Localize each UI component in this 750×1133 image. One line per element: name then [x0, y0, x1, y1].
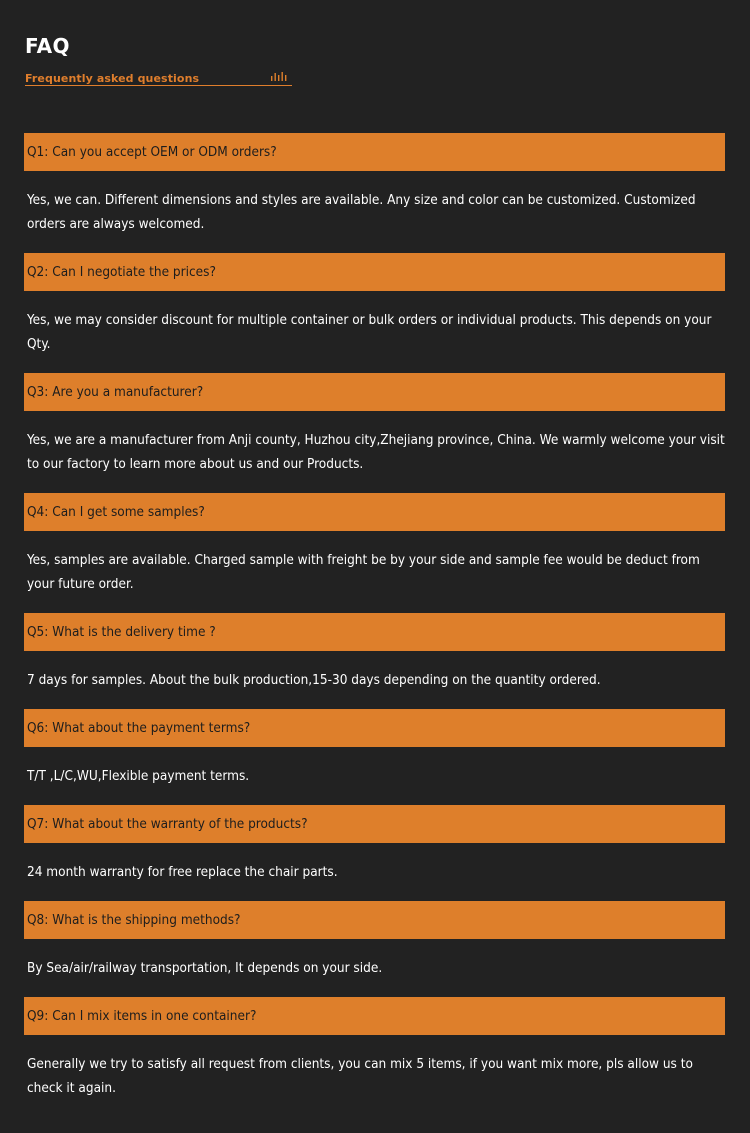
faq-answer: By Sea/air/railway transportation, It depends on your side.: [27, 960, 383, 976]
faq-question: Q2: Can I negotiate the prices?: [24, 253, 725, 291]
faq-answer: Yes, we are a manufacturer from Anji county, Huzhou city,Zhejiang province, China. We warmly welcome your visit to our factory to learn more about us and our Products.: [27, 432, 725, 472]
faq-item: [24, 997, 725, 1117]
faq-answer: 24 month warranty for free replace the chair parts.: [27, 864, 338, 880]
faq-item: [24, 709, 725, 805]
faq-item: [24, 133, 725, 253]
faq-item: [24, 373, 725, 493]
faq-question: Q8: What is the shipping methods?: [24, 901, 725, 939]
equalizer-bars-icon: [271, 72, 288, 81]
faq-item: [24, 253, 725, 373]
faq-answer: Yes, we may consider discount for multiple container or bulk orders or individual products. This depends on your Qty.: [27, 312, 712, 352]
faq-question: Q7: What about the warranty of the products?: [24, 805, 725, 843]
faq-answer: 7 days for samples. About the bulk production,15-30 days depending on the quantity ordered.: [27, 672, 601, 688]
faq-question: Q5: What is the delivery time ?: [24, 613, 725, 651]
subtitle-row: [25, 67, 292, 86]
faq-answer: Yes, samples are available. Charged sample with freight be by your side and sample fee would be deduct from your future order.: [27, 552, 700, 592]
page-title: FAQ: [25, 34, 70, 58]
faq-question: Q6: What about the payment terms?: [24, 709, 725, 747]
faq-header: [25, 33, 292, 86]
faq-question: Q3: Are you a manufacturer?: [24, 373, 725, 411]
page-subtitle: Frequently asked questions: [25, 72, 200, 85]
faq-answer: Yes, we can. Different dimensions and styles are available. Any size and color can be customized. Customized orders are always welcomed.: [27, 192, 696, 232]
faq-question: Q1: Can you accept OEM or ODM orders?: [24, 133, 725, 171]
faq-question: Q4: Can I get some samples?: [24, 493, 725, 531]
faq-list: [24, 133, 725, 1117]
faq-item: [24, 493, 725, 613]
faq-answer: Generally we try to satisfy all request from clients, you can mix 5 items, if you want mix more, pls allow us to check it again.: [27, 1056, 693, 1096]
faq-item: [24, 805, 725, 901]
faq-question: Q9: Can I mix items in one container?: [24, 997, 725, 1035]
faq-item: [24, 613, 725, 709]
faq-answer: T/T ,L/C,WU,Flexible payment terms.: [27, 768, 250, 784]
faq-item: [24, 901, 725, 997]
